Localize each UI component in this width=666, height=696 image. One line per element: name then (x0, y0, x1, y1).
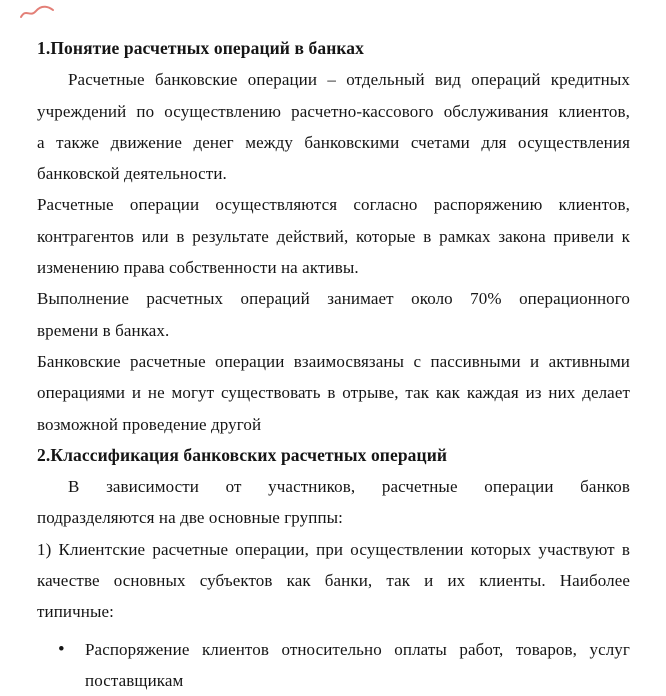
document-content (37, 33, 630, 696)
text-line: В зависимости от участников, расчетные операции банков (68, 477, 630, 497)
text-line: типичные: (37, 602, 114, 622)
bullet-icon: • (58, 638, 65, 660)
text-line: времени в банках. (37, 320, 170, 340)
text-line: Распоряжение клиентов относительно оплаты работ, товаров, услуг (85, 639, 630, 659)
text-line: изменению права собственности на активы. (37, 258, 359, 278)
paragraph (37, 471, 630, 534)
text-line: 1) Клиентские расчетные операции, при осуществлении которых участвуют в (37, 539, 630, 559)
text-line: операциями и не могут существовать в отрыве, так как каждая из них делает (37, 383, 630, 403)
paragraph (37, 283, 630, 346)
text-line: Выполнение расчетных операций занимает около 70% операционного (37, 289, 630, 309)
text-line: подразделяются на две основные группы: (37, 508, 343, 528)
text-line: возможной проведение другой (37, 414, 262, 434)
text-line: учреждений по осуществлению расчетно-кассового обслуживания клиентов, (37, 101, 630, 121)
text-line: контрагентов или в результате действий, которые в рамках закона привели к (37, 226, 630, 246)
paragraph (37, 189, 630, 283)
text-line: 2.Классификация банковских расчетных операций (37, 444, 448, 465)
text-line: поставщикам (85, 670, 184, 690)
bullet-item (37, 634, 630, 696)
text-line: качестве основных субъектов как банки, так и их клиенты. Наиболее (37, 571, 630, 591)
section-heading (37, 440, 630, 471)
pen-mark-icon (19, 5, 55, 21)
section-heading (37, 33, 630, 64)
text-line: Расчетные операции осуществляются согласно распоряжению клиентов, (37, 195, 630, 215)
paragraph (37, 346, 630, 440)
text-line: а также движение денег между банковскими счетами для осуществления (37, 132, 630, 152)
text-line: 1.Понятие расчетных операций в банках (37, 38, 364, 58)
text-line: Банковские расчетные операции взаимосвязаны с пассивными и активными (37, 351, 630, 371)
text-line: банковской деятельности. (37, 164, 227, 184)
paragraph (37, 64, 630, 189)
text-line: Расчетные банковские операции – отдельный вид операций кредитных (68, 70, 630, 90)
paragraph (37, 534, 630, 628)
